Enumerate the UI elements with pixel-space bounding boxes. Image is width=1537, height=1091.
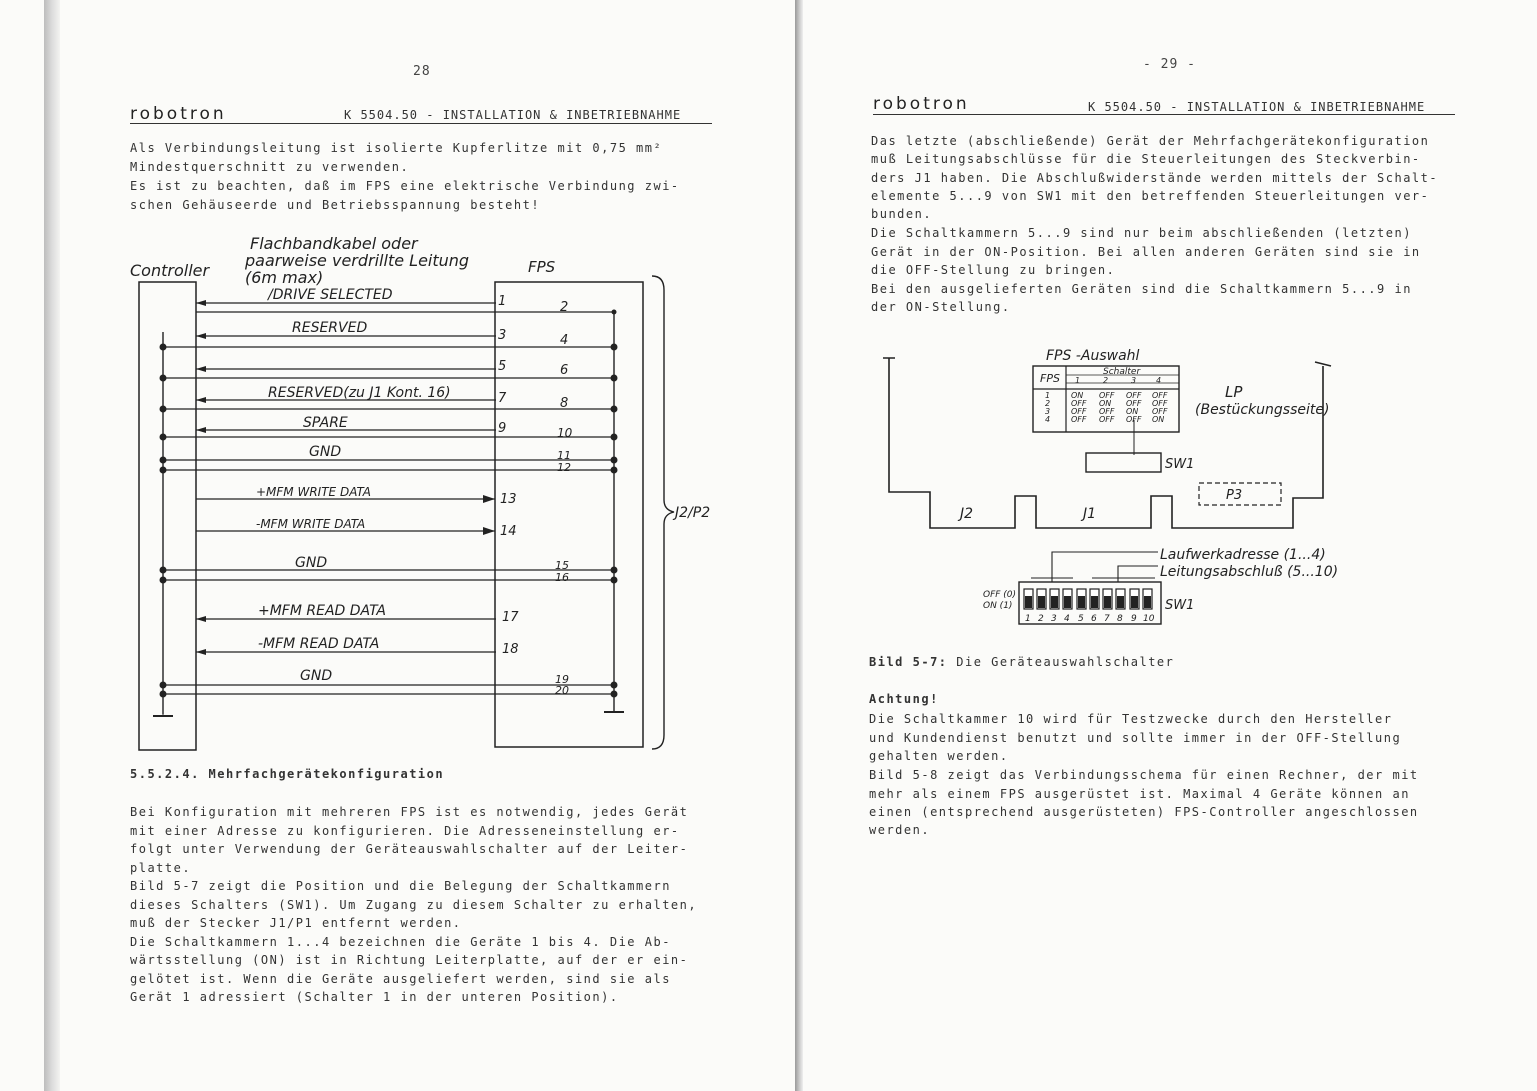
table-cell: OFF: [1126, 415, 1142, 424]
table-cell: ON: [1071, 391, 1084, 400]
robotron-logo: robotron: [873, 94, 970, 114]
text-line: gelötet ist. Wenn die Geräte ausgeliefert werden, sind sie als: [130, 972, 671, 986]
pin-number: 7: [498, 391, 507, 406]
switch-number: 4: [1156, 376, 1162, 385]
signal-label: +MFM WRITE DATA: [256, 485, 371, 499]
sw1-component: [1086, 453, 1161, 472]
text-line: die OFF-Stellung zu bringen.: [871, 263, 1116, 277]
pin-number: 10: [557, 426, 573, 440]
text-line: Bild 5-7 zeigt die Position und die Belegung der Schaltkammern: [130, 879, 671, 893]
pin-number: 18: [502, 642, 519, 657]
table-cell: OFF: [1099, 407, 1115, 416]
selector-diagram: [803, 0, 1537, 1091]
achtung-heading: Achtung!: [869, 692, 939, 706]
dip-number: 4: [1064, 614, 1070, 624]
section-heading: 5.5.2.4. Mehrfachgerätekonfiguration: [130, 767, 445, 781]
fps-number: 4: [1045, 415, 1051, 424]
signal-label: +MFM READ DATA: [258, 603, 386, 619]
sw1-label: SW1: [1165, 457, 1195, 472]
table-header-fps: FPS: [1040, 372, 1060, 385]
table-cell: OFF: [1126, 391, 1142, 400]
signal-label: /DRIVE SELECTED: [268, 287, 393, 303]
dip-number: 9: [1131, 614, 1137, 624]
annot-address: Laufwerkadresse (1...4): [1160, 547, 1326, 563]
text-line: Die Schaltkammern 5...9 sind nur beim abschließenden (letzten): [871, 226, 1412, 240]
lp-sub-label: (Bestückungsseite): [1195, 402, 1330, 418]
text-line: Gerät 1 adressiert (Schalter 1 in der unteren Position).: [130, 990, 619, 1004]
text-line: werden.: [869, 823, 931, 837]
text-line: der ON-Stellung.: [871, 300, 1011, 314]
fps-number: 2: [1045, 399, 1051, 408]
signal-label: -MFM WRITE DATA: [256, 517, 366, 531]
text-line: Das letzte (abschließende) Gerät der Mehrfachgerätekonfiguration: [871, 134, 1430, 148]
page-number: 28: [413, 64, 431, 79]
switch-number: 2: [1103, 376, 1109, 385]
text-line: bunden.: [871, 207, 933, 221]
pin-number: 2: [560, 300, 569, 315]
pin-number: 8: [560, 396, 569, 411]
p3-label: P3: [1226, 488, 1243, 503]
caption-text: Die Geräteauswahlschalter: [956, 655, 1175, 669]
table-cell: ON: [1126, 407, 1139, 416]
cable-note-line: paarweise verdrillte Leitung: [245, 251, 470, 270]
text-line: ders J1 haben. Die Abschlußwiderstände werden mittels der Schalt-: [871, 171, 1439, 185]
switch-number: 1: [1075, 376, 1081, 385]
pin-number: 17: [502, 610, 519, 625]
table-cell: OFF: [1071, 415, 1087, 424]
text-line: Als Verbindungsleitung ist isolierte Kupferlitze mit 0,75 mm²: [130, 141, 663, 155]
table-cell: OFF: [1152, 399, 1168, 408]
text-line: Bei Konfiguration mit mehreren FPS ist es notwendig, jedes Gerät: [130, 805, 689, 819]
text-line: platte.: [130, 861, 192, 875]
pin-number: 9: [498, 421, 507, 436]
text-line: einen (entsprechend ausgerüsteten) FPS-Controller angeschlossen: [869, 805, 1419, 819]
switch-number: 3: [1131, 376, 1137, 385]
cable-note-line: (6m max): [245, 268, 324, 287]
caption-prefix: Bild 5-7:: [869, 655, 948, 669]
controller-label: Controller: [130, 261, 210, 280]
text-line: folgt unter Verwendung der Geräteauswahlschalter auf der Leiter-: [130, 842, 689, 856]
annot-termination: Leitungsabschluß (5...10): [1160, 564, 1339, 580]
cable-note-line: Flachbandkabel oder: [250, 234, 418, 253]
dip-number: 10: [1143, 614, 1155, 624]
signal-label: RESERVED(zu J1 Kont. 16): [268, 385, 451, 401]
pin-number: 16: [555, 571, 569, 584]
text-line: Mindestquerschnitt zu verwenden.: [130, 160, 410, 174]
table-cell: OFF: [1099, 391, 1115, 400]
signal-label: SPARE: [303, 415, 348, 431]
signal-label: GND: [295, 555, 328, 571]
header-title: K 5504.50 - INSTALLATION & INBETRIEBNAHME: [1088, 100, 1426, 114]
page-number: - 29 -: [1143, 57, 1196, 72]
fps-label: FPS: [528, 258, 556, 276]
dip-number: 5: [1078, 614, 1084, 624]
pin-number: 4: [560, 333, 569, 348]
text-line: mehr als einem FPS ausgerüstet ist. Maximal 4 Geräte können an: [869, 787, 1410, 801]
text-line: dieses Schalters (SW1). Um Zugang zu diesem Schalter zu erhalten,: [130, 898, 698, 912]
lp-label: LP: [1225, 383, 1243, 401]
pin-number: 13: [500, 492, 517, 507]
text-line: Es ist zu beachten, daß im FPS eine elektrische Verbindung zwi-: [130, 179, 680, 193]
text-line: muß der Stecker J1/P1 entfernt werden.: [130, 916, 462, 930]
pin-number: 19: [555, 673, 569, 686]
table-cell: OFF: [1152, 407, 1168, 416]
dip-number: 3: [1051, 614, 1057, 624]
dip-number: 6: [1091, 614, 1097, 624]
text-line: mit einer Adresse zu konfigurieren. Die Adresseneinstellung er-: [130, 824, 680, 838]
controller-box: [139, 282, 196, 750]
text-line: und Kundendienst benutzt und sollte immer in der OFF-Stellung: [869, 731, 1402, 745]
pin-number: 1: [498, 294, 507, 309]
table-cell: OFF: [1126, 399, 1142, 408]
dip-number: 7: [1104, 614, 1110, 624]
book-gutter: [795, 0, 803, 1091]
pin-number: 14: [500, 524, 517, 539]
pin-number: 5: [498, 359, 507, 374]
table-cell: OFF: [1071, 399, 1087, 408]
fps-number: 1: [1045, 391, 1051, 400]
pin-number: 15: [555, 559, 569, 572]
fps-number: 3: [1045, 407, 1051, 416]
text-line: Bild 5-8 zeigt das Verbindungsschema für einen Rechner, der mit: [869, 768, 1419, 782]
text-line: Die Schaltkammern 1...4 bezeichnen die Geräte 1 bis 4. Die Ab-: [130, 935, 671, 949]
fps-box: [495, 282, 643, 747]
j1-label: J1: [1083, 506, 1097, 522]
table-cell: ON: [1152, 415, 1165, 424]
connector-bracket: [652, 276, 674, 749]
signal-label: GND: [309, 444, 342, 460]
text-line: elemente 5...9 von SW1 mit den betreffenden Steuerleitungen ver-: [871, 189, 1430, 203]
text-line: Die Schaltkammer 10 wird für Testzwecke durch den Hersteller: [869, 712, 1393, 726]
dip-number: 2: [1038, 614, 1044, 624]
table-cell: OFF: [1071, 407, 1087, 416]
text-line: Bei den ausgelieferten Geräten sind die Schaltkammern 5...9 in: [871, 282, 1412, 296]
j2-label: J2: [960, 506, 974, 522]
dip-number: 8: [1117, 614, 1123, 624]
pin-number: 12: [557, 461, 571, 474]
text-line: schen Gehäuseerde und Betriebsspannung besteht!: [130, 198, 541, 212]
pin-number: 3: [498, 328, 507, 343]
figure-caption: [869, 655, 1174, 669]
table-cell: ON: [1099, 399, 1112, 408]
text-line: Gerät in der ON-Position. Bei allen anderen Geräten sind sie in: [871, 245, 1421, 259]
dip-number: 1: [1025, 614, 1031, 624]
pin-number: 20: [555, 684, 569, 697]
text-line: wärtsstellung (ON) ist in Richtung Leiterplatte, auf der er ein-: [130, 953, 689, 967]
selector-title: FPS -Auswahl: [1046, 348, 1140, 364]
table-cell: OFF: [1152, 391, 1168, 400]
header-title: K 5504.50 - INSTALLATION & INBETRIEBNAHME: [344, 108, 682, 122]
connector-label: J2/P2: [675, 505, 711, 521]
text-line: gehalten werden.: [869, 749, 1009, 763]
text-line: muß Leitungsabschlüsse für die Steuerleitungen des Steckverbin-: [871, 152, 1421, 166]
table-cell: OFF: [1099, 415, 1115, 424]
off-label: OFF (0): [983, 590, 1017, 600]
signal-label: GND: [300, 668, 333, 684]
sw1-label-2: SW1: [1165, 598, 1195, 613]
right-page: [803, 0, 1537, 1091]
signal-label: -MFM READ DATA: [258, 636, 380, 652]
on-label: ON (1): [983, 601, 1013, 611]
pin-number: 11: [557, 449, 571, 462]
robotron-logo: robotron: [130, 104, 227, 124]
pin-number: 6: [560, 363, 569, 378]
signal-label: RESERVED: [292, 320, 368, 336]
table-header-schalter: Schalter: [1103, 367, 1141, 377]
